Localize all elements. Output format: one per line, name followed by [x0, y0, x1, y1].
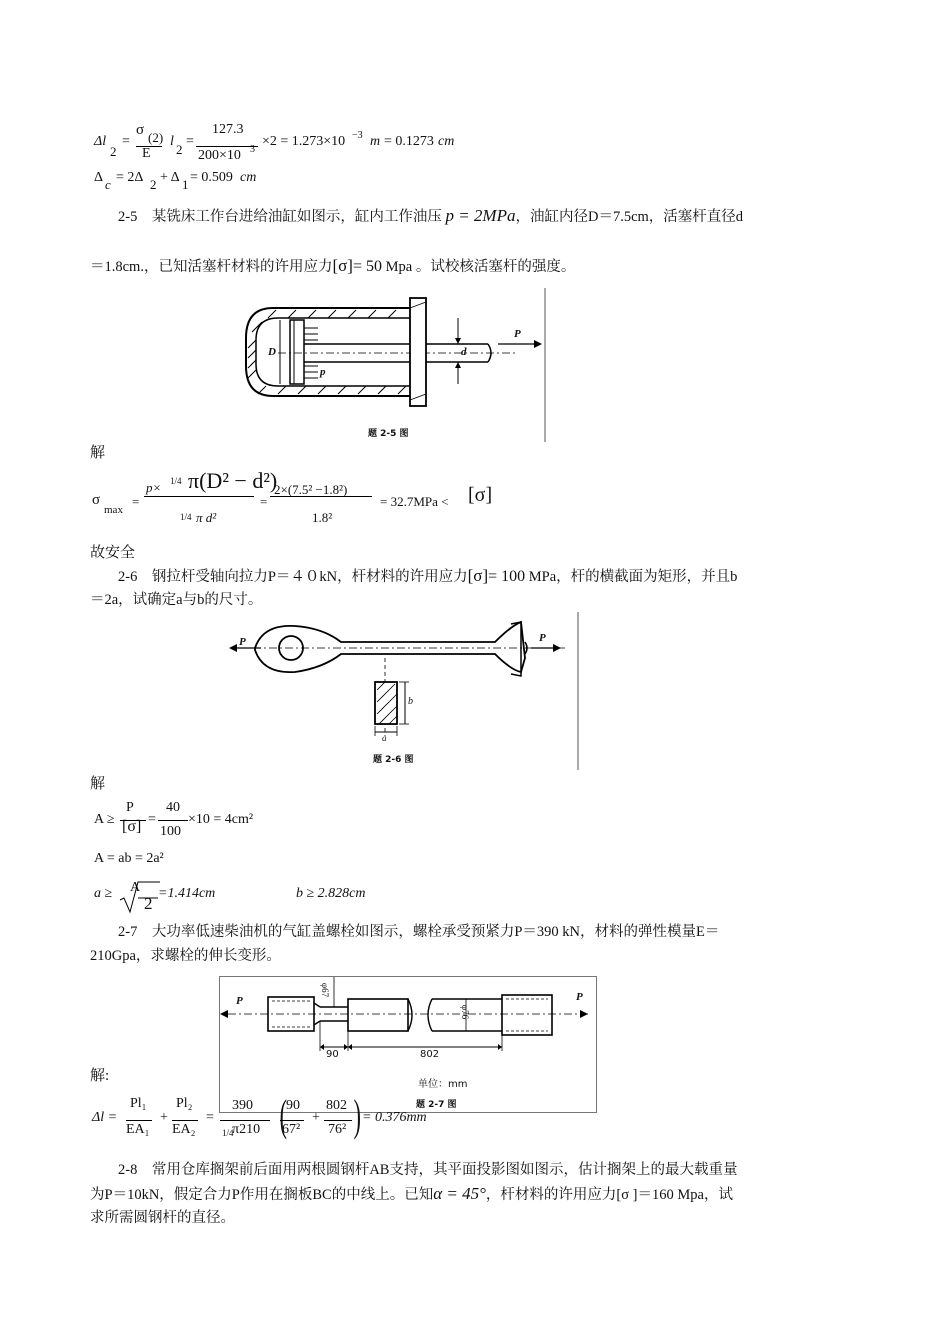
fig27-unit: 单位：mm	[418, 1079, 468, 1090]
frac-line-sol27-1	[126, 1120, 152, 1121]
fig27-label-P-right: P	[576, 991, 583, 1003]
sol25-sigma: σ	[92, 492, 101, 508]
fig26-label-P-right: P	[539, 632, 546, 644]
eq-rest: ×2 = 1.273×10	[262, 134, 346, 149]
sol25-den: π d²	[196, 510, 217, 525]
p25-pressure: p = 2MPa	[445, 206, 516, 225]
fig25-label-p: p	[320, 366, 326, 378]
frac-line-sol25-2	[270, 496, 372, 497]
sol27-c-den: π210	[232, 1122, 261, 1137]
sol25-sub: max	[104, 504, 123, 516]
sol27-paren-right: )	[353, 1091, 361, 1140]
eq-dc-lhs: Δ	[94, 170, 104, 185]
bolt-diagram	[220, 977, 596, 1112]
eq-dc-s2: 2	[150, 177, 157, 192]
eq-dc-sub: c	[105, 177, 111, 192]
fig27-len1: 90	[326, 1049, 339, 1060]
eq-l-sub: 2	[176, 142, 183, 157]
eq-dc-unit: cm	[240, 170, 257, 185]
sol26-line2: A = ab = 2a²	[94, 851, 164, 866]
fig26-caption: 题 2-6 图	[373, 755, 414, 765]
eq-l: l	[170, 134, 174, 149]
sol25-num: p×	[146, 480, 162, 495]
fig25-label-P: P	[514, 328, 521, 340]
p26-allow: [σ]	[467, 566, 489, 585]
sol27-i2-den: 76²	[328, 1122, 347, 1137]
sol27-eq: =	[206, 1110, 214, 1125]
sol26-den: 100	[160, 824, 181, 839]
sol25-jie: 解	[90, 445, 106, 461]
eq-dc-result: = 0.509	[190, 170, 233, 185]
sol27-i2-num: 802	[326, 1098, 347, 1113]
sol25-eq: =	[132, 494, 140, 509]
sol26-a: a ≥	[94, 886, 113, 901]
fig26-label-a: a	[382, 733, 387, 743]
eq-unit-m: m	[370, 134, 381, 149]
eq-result-unit: cm	[438, 134, 455, 149]
frac-line-sol26-2	[158, 820, 188, 821]
problem-2-7-line1: 2-7 大功率低速柴油机的气缸盖螺栓如图示，螺栓承受预紧力P＝390 kN，材料的弹性模量E＝	[118, 924, 720, 940]
frac-line-sol26-1	[120, 820, 146, 821]
frac-line-sol27-5	[324, 1120, 352, 1121]
sol27-t1-den: EA₁	[126, 1122, 150, 1137]
sol26-jie: 解	[90, 776, 106, 792]
sol26-b: b ≥ 2.828cm	[296, 886, 366, 901]
sol27-plus-2: +	[312, 1110, 320, 1125]
sol27-t2-num: Pl₂	[176, 1096, 193, 1111]
eq-sigma: σ	[136, 122, 145, 138]
fig25-caption: 题 2-5 图	[368, 429, 409, 439]
equation-delta-c	[90, 168, 390, 190]
problem-2-8-line2	[90, 1182, 850, 1207]
sol27-i1-den: 67²	[282, 1122, 301, 1137]
hydraulic-cylinder-diagram	[218, 288, 548, 442]
figure-2-6	[225, 612, 581, 770]
sol26-rest: ×10 = 4cm²	[188, 812, 254, 827]
problem-2-7-line2: 210Gpa，求螺栓的伸长变形。	[90, 948, 281, 964]
eq-den: 200×10	[198, 148, 241, 163]
sol25-safe: 故安全	[90, 545, 136, 561]
sol26-eq: =	[148, 812, 156, 827]
sol26-sqrtA: A	[130, 880, 141, 895]
tension-rod-diagram	[225, 612, 581, 770]
sol26-num: 40	[166, 800, 180, 815]
sol27-paren-left: (	[279, 1091, 287, 1140]
sol27-c-den-frac: 1/4	[222, 1128, 234, 1138]
equation-delta-l2	[90, 122, 510, 166]
sol26-line1	[90, 800, 390, 844]
p25-text-b: ，油缸内径D＝7.5cm，活塞杆直径d	[515, 209, 744, 225]
p25-text-c: ＝1.8cm.，已知活塞杆材料的许用应力	[90, 259, 333, 275]
problem-2-6-line1	[90, 564, 850, 589]
sol25-equation	[90, 462, 510, 532]
sol25-num2: 2×(7.5² −1.8²)	[274, 482, 348, 497]
sol25-num-rest: π(D² − d²)	[188, 468, 278, 493]
eq-sigma-sub: (2)	[148, 130, 164, 145]
eq-equals: =	[122, 134, 130, 149]
p25-text-a: 2-5 某铣床工作台进给油缸如图示，缸内工作油压	[118, 209, 446, 225]
problem-2-6-line2: ＝2a，试确定a与b的尺寸。	[90, 592, 263, 608]
frac-line-sol27-4	[280, 1120, 304, 1121]
frac-line-sol25-1	[144, 496, 254, 497]
figure-2-5	[218, 288, 548, 442]
sol26-sig: [σ]	[122, 818, 142, 835]
sol26-A: A ≥	[94, 812, 115, 827]
eq-E: E	[142, 146, 151, 161]
p28-text2a: 为P＝10kN，假定合力P作用在搁板BC的中线上。已知	[90, 1187, 434, 1203]
frac-line-sol27-2	[172, 1120, 198, 1121]
eq-lhs-sub: 2	[110, 144, 117, 159]
sol27-t1-num: Pl₁	[130, 1096, 147, 1111]
fig25-label-D: D	[268, 346, 276, 358]
problem-2-8-line1: 2-8 常用仓库搁架前后面用两根圆钢杆AB支持，其平面投影图如图示，估计搁架上的最大载重量	[118, 1162, 738, 1178]
sol25-num-frac: 1/4	[170, 476, 182, 486]
figure-2-7	[219, 976, 597, 1113]
problem-2-8-line3: 求所需圆钢杆的直径。	[90, 1210, 235, 1226]
sqrt-sign	[118, 880, 162, 914]
frac-line-sigma-E	[136, 146, 162, 147]
p25-allow-val: = 50	[352, 258, 382, 275]
eq-dc-plus: + Δ	[160, 170, 180, 185]
sol27-c-num: 390	[232, 1098, 253, 1113]
sol25-result: = 32.7MPa <	[380, 494, 449, 509]
sol27-jie: 解:	[90, 1068, 110, 1084]
sol25-eq2: =	[260, 494, 268, 509]
eq-den-sup: 3	[250, 144, 255, 155]
sol26-res: =1.414cm	[158, 886, 216, 901]
eq-lhs: Δl	[94, 134, 107, 149]
sol26-two: 2	[144, 894, 153, 913]
p25-text-d: Mpa 。试校核活塞杆的强度。	[382, 259, 576, 275]
fig27-caption: 题 2-7 图	[416, 1100, 457, 1110]
eq-result: = 0.1273	[384, 134, 434, 149]
frac-line-127	[196, 146, 258, 147]
sol27-lhs: Δl =	[92, 1110, 118, 1125]
problem-2-5-line1	[90, 204, 850, 229]
fig27-len2: 802	[420, 1049, 440, 1060]
fig27-label-P-left: P	[236, 995, 243, 1007]
fig26-label-P-left: P	[239, 636, 246, 648]
fig27-d76: φ76	[460, 1004, 471, 1020]
p25-allow: [σ]	[332, 256, 353, 275]
p26-allow-val: = 100	[488, 568, 526, 585]
eq-dc-s1: 1	[182, 177, 189, 192]
eq-rest-sup: −3	[352, 130, 363, 141]
sol27-plus: +	[160, 1110, 168, 1125]
p26-text1: 2-6 钢拉杆受轴向拉力P＝４０kN，杆材料的许用应力	[118, 569, 468, 585]
eq-num: 127.3	[212, 122, 244, 137]
sol27-t2-den: EA₂	[172, 1122, 196, 1137]
sol25-allow: [σ]	[468, 484, 493, 506]
sol25-den-frac: 1/4	[180, 512, 192, 522]
sol25-den2: 1.8²	[312, 510, 333, 525]
fig25-label-d: d	[461, 346, 467, 358]
eq-equals-2: =	[186, 134, 194, 149]
fig27-d67: φ67	[320, 982, 331, 998]
p26-text2: MPa，杆的横截面为矩形，并且b	[525, 569, 738, 585]
eq-dc-rhs: = 2Δ	[116, 170, 144, 185]
sol27-result: = 0.376mm	[362, 1110, 427, 1125]
sol26-P: P	[126, 800, 134, 815]
frac-line-sol27-3	[220, 1120, 270, 1121]
fig26-label-b: b	[408, 696, 413, 707]
problem-2-5-line2	[90, 254, 850, 279]
p28-text2b: ，杆材料的许用应力[σ ]＝160 Mpa，试	[485, 1187, 733, 1203]
sol27-i1-num: 90	[286, 1098, 300, 1113]
p28-alpha: α = 45°	[433, 1184, 486, 1203]
